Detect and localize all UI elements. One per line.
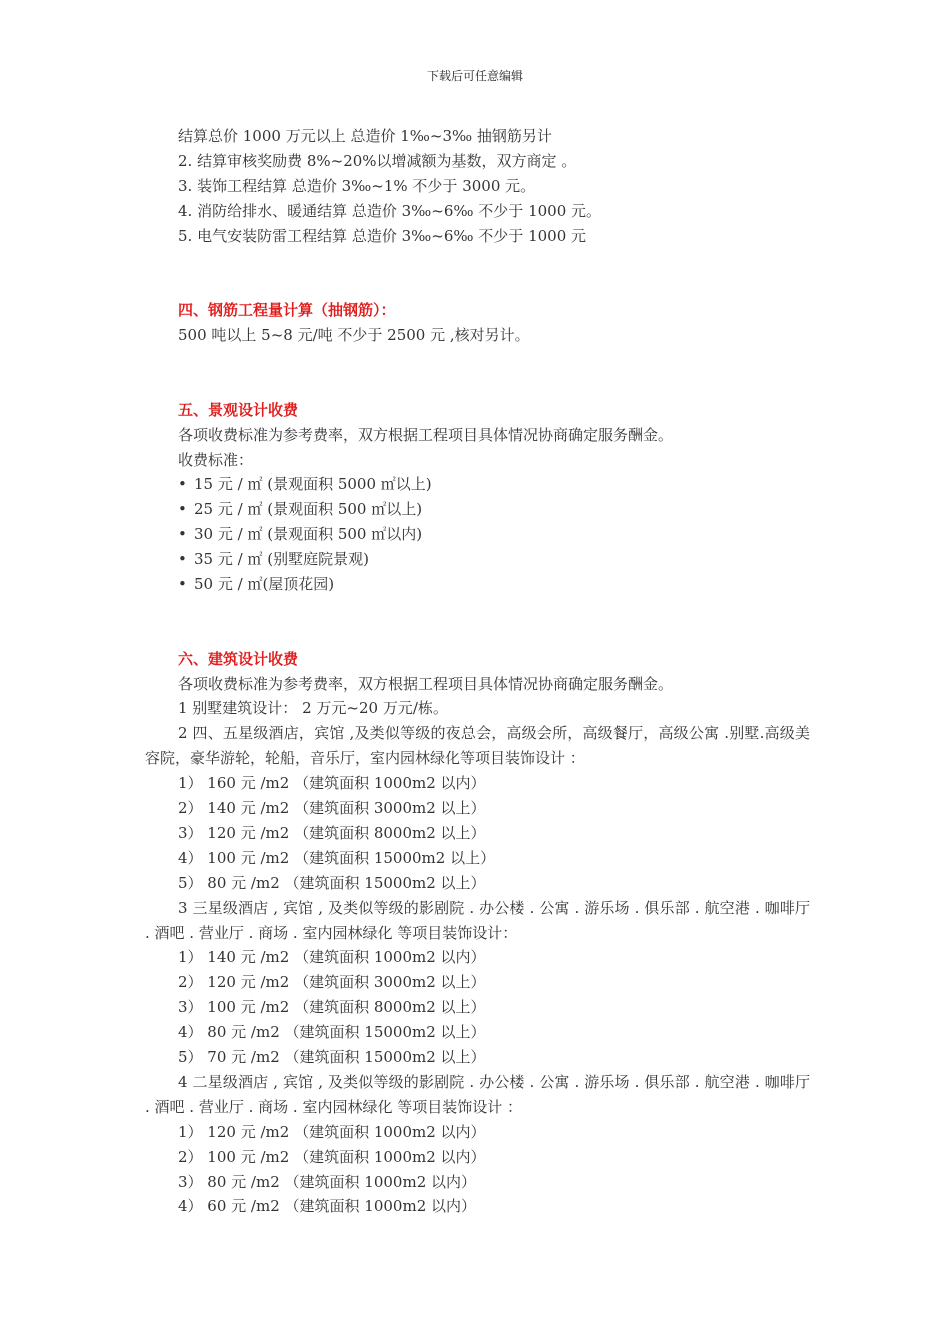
settlement-line: 5. 电气安装防雷工程结算 总造价 3‰~6‰ 不少于 1000 元 [178,226,587,245]
list-item-text: 25 元 / ㎡ (景观面积 500 ㎡以上) [194,500,423,519]
group-3-description: 3 三星级酒店 , 宾馆 , 及类似等级的影剧院 . 办公楼 . 公寓 . 游乐场 . 俱乐部 . 航空港 . 咖啡厅 . 酒吧 . 营业厅 . 商场 . 室内园林绿化 等项目装饰设计： [145,898,810,942]
fee-item: 2） 120 元 /m2 （建筑面积 3000m2 以上） [178,973,486,992]
fee-standard-label: 收费标准： [178,450,254,469]
list-item-text: 35 元 / ㎡ (别墅庭院景观) [194,550,369,569]
settlement-line: 结算总价 1000 万元以上 总造价 1‰~3‰ 抽钢筋另计 [178,127,552,145]
group-4-description: 4 二星级酒店 , 宾馆 , 及类似等级的影剧院 . 办公楼 . 公寓 . 游乐场 . 俱乐部 . 航空港 . 咖啡厅 . 酒吧 . 营业厅 . 商场 . 室内园林绿化 等项目装饰设计 ： [145,1072,810,1116]
bullet-icon: • [178,575,187,594]
fee-item: 2） 140 元 /m2 （建筑面积 3000m2 以上） [178,799,486,818]
fee-item: 4） 100 元 /m2 （建筑面积 15000m2 以上） [178,848,496,867]
bullet-icon: • [178,550,187,569]
villa-design-fee: 1 别墅建筑设计： 2 万元~20 万元/栋。 [178,699,448,718]
bullet-icon: • [178,500,187,519]
section-6-intro: 各项收费标准为参考费率，双方根据工程项目具体情况协商确定服务酬金。 [178,674,674,693]
fee-item: 5） 70 元 /m2 （建筑面积 15000m2 以上） [178,1048,486,1067]
fee-item: 4） 80 元 /m2 （建筑面积 15000m2 以上） [178,1023,486,1042]
fee-item: 3） 80 元 /m2 （建筑面积 1000m2 以内） [178,1172,477,1191]
fee-item: 5） 80 元 /m2 （建筑面积 15000m2 以上） [178,873,486,892]
settlement-line: 2. 结算审核奖励费 8%~20%以增减额为基数，双方商定 。 [178,151,577,170]
document-body [145,124,810,1219]
fee-item: 4） 60 元 /m2 （建筑面积 1000m2 以内） [178,1197,477,1216]
list-item [145,522,810,547]
list-item-text: 15 元 / ㎡ (景观面积 5000 ㎡以上) [194,475,432,494]
list-item [145,547,810,572]
page-header: 下载后可任意编辑 [426,69,523,83]
section-5-intro: 各项收费标准为参考费率，双方根据工程项目具体情况协商确定服务酬金。 [178,425,674,444]
settlement-line: 3. 装饰工程结算 总造价 3‰~1% 不少于 3000 元。 [178,176,536,195]
section-4-text: 500 吨以上 5~8 元/吨 不少于 2500 元 ,核对另计。 [178,326,530,345]
fee-item: 1） 120 元 /m2 （建筑面积 1000m2 以内） [178,1122,486,1141]
fee-item: 1） 140 元 /m2 （建筑面积 1000m2 以内） [178,948,486,967]
list-item-text: 50 元 / ㎡(屋顶花园) [194,575,335,594]
group-2-description: 2 四、五星级酒店，宾馆 ,及类似等级的夜总会，高级会所，高级餐厅，高级公寓 .别墅.高级美容院，豪华游轮，轮船，音乐厅，室内园林绿化等项目装饰设计 ： [145,724,810,768]
fee-item: 3） 100 元 /m2 （建筑面积 8000m2 以上） [178,998,486,1017]
list-item [145,497,810,522]
bullet-icon: • [178,475,187,494]
section-6-heading: 六、建筑设计收费 [178,649,299,668]
section-5-heading: 五、景观设计收费 [178,400,299,419]
list-item-text: 30 元 / ㎡ (景观面积 500 ㎡以内) [194,525,423,544]
fee-item: 3） 120 元 /m2 （建筑面积 8000m2 以上） [178,823,486,842]
list-item [145,572,810,597]
section-4-heading: 四、钢筋工程量计算（抽钢筋）： [178,301,396,320]
settlement-line: 4. 消防给排水、暖通结算 总造价 3‰~6‰ 不少于 1000 元。 [178,201,602,220]
fee-item: 2） 100 元 /m2 （建筑面积 1000m2 以内） [178,1147,486,1166]
bullet-icon: • [178,525,187,544]
list-item [145,472,810,497]
fee-item: 1） 160 元 /m2 （建筑面积 1000m2 以内） [178,774,486,793]
